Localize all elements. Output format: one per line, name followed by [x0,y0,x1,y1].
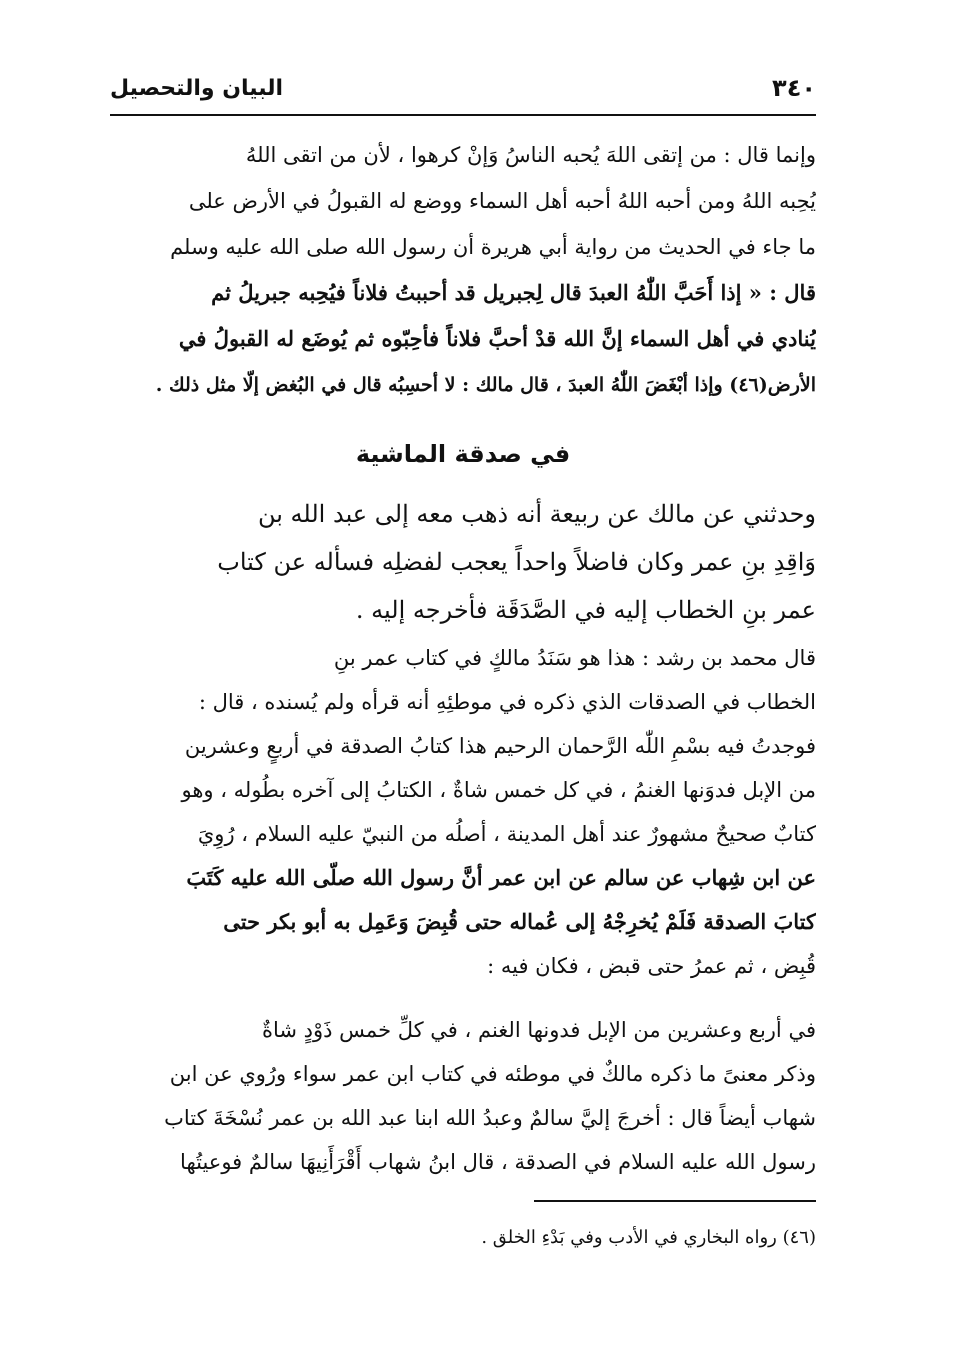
text-line: كتابٌ صحيحٌ مشهورٌ عند أهل المدينة ، أصلُه من النبيّ عليه السلام ، رُوِيَ [197,822,816,846]
book-title: البيان والتحصيل [110,76,284,101]
text-line: في أربع وعشرين من الإبل فدونها الغنم ، في كلِّ خمس ذَوْدٍ شاةٌ [261,1018,816,1042]
paragraph-hadith-text [110,490,816,634]
text-line: رسول الله عليه السلام في الصدقة ، قال ابنُ شهاب أَقْرَأَنِيهَا سالمٌ فوعيتُها [180,1150,816,1174]
text-line: شهاب أيضاً قال : أخرجَ إليَّ سالمٌ وعبدُ الله ابنا عبد الله بن عمر نُسْخَةَ كتاب [164,1106,816,1130]
text-line: وذكر معنىً ما ذكره مالكٌ في موطئه في كتاب ابن عمر سواء ورُوي عن ابن [169,1062,816,1086]
text-line: كتابَ الصدقة فَلَمْ يُخرِجْهُ إلى عُماله حتى قُبِضَ وَعَمِل به أبو بكر حتى [223,909,816,934]
page-number: ٣٤٠ [772,74,816,102]
text-line: قُبِض ، ثم عمرُ حتى قبض ، فكان فيه : [487,954,816,978]
hadith-line: قال : « إذا أَحَبَّ اللّٰهُ العبدَ قال لِجبريل قد أحببتُ فلاناً فيُحِبه جبريلُ ثم [211,280,816,305]
text-line: ما جاء في الحديث من رواية أبي هريرة أن رسول الله صلى الله عليه وسلم [170,235,816,259]
footnote: (٤٦) رواه البخاري في الأدب وفي بَدْءِ الخلق . [481,1227,816,1248]
running-header [110,70,816,114]
text-line: عن ابن شِهاب عن سالم عن ابن عمر أنَّ رسول الله صلّى الله عليه كَتَبَ [186,865,816,890]
section-heading: في صدقة الماشية [355,440,571,468]
text-line: وَاقِدِ بنِ عمر وكان فاضلاً واحداً يعجب لفضلِه فسأله عن كتاب [217,548,816,576]
text-line: عمر بنِ الخطاب إليه في الصَّدَقَة فأخرجه إليه . [355,596,816,624]
text-line: وإنما قال : من إتقى اللهَ يُحبه الناسُ وَإنْ كرهوا ، لأن من اتقى اللهُ [245,143,816,167]
hadith-line: الأرض(٤٦) وإذا أبْغَضَ اللّٰهُ العبدَ ، قال مالك : لا أحسِبُه قال في البُغض إلّا مثل ذلك . [155,374,816,396]
paragraph-continuation [110,1008,816,1184]
text-line: من الإبل فدوَنها الغنمُ ، في كل خمس شاةٌ ، الكتابُ إلى آخره بطُوله ، وهو [181,778,816,802]
text-line: الخطاب في الصدقات الذي ذكره في موطئِهِ أنه قرأه ولم يُسنده ، قال : [198,690,816,714]
header-rule [110,114,816,116]
text-line: قال محمد بن رشد : هذا هو سَنَدُ مالكٍ في كتاب عمر بنِ [333,646,816,670]
text-line: فوجدتُ فيه بسْمِ اللّٰه الرَّحمان الرحيم هذا كتابُ الصدقة في أربعٍ وعشرين [184,734,816,758]
hadith-line: يُنادي في أهل السماء إنَّ الله قدْ أحبَّ فلاناً فأحِبّوه ثم يُوضَع له القبولُ في [178,326,816,351]
footnote-rule [534,1200,816,1202]
text-line: يُحِبه اللهُ ومن أحبه اللهُ أحبه أهل السماء ووضع له القبولُ في الأرض على [188,189,816,213]
paragraph-intro [110,132,816,408]
text-line: وحدثني عن مالك عن ربيعة أنه ذهب معه إلى عبد الله بن [257,500,816,528]
paragraph-commentary [110,636,816,988]
